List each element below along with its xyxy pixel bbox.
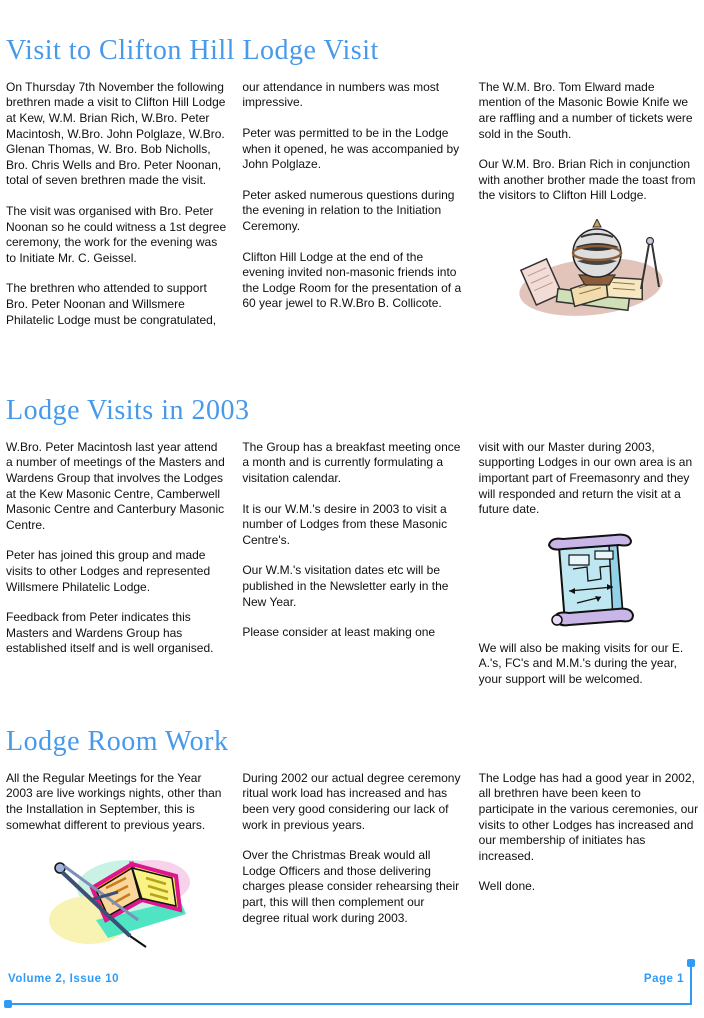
open-book-compass-clipart	[34, 848, 199, 953]
story-column	[6, 80, 226, 343]
paragraph: During 2002 our actual degree ceremony ritual work load has increased and has been very good considering our lack of work in previous years.	[242, 770, 461, 832]
paragraph: Our W.M.'s visitation dates etc will be published in the Newsletter early in the New Year.	[242, 563, 449, 609]
paragraph: Please consider at least making one	[242, 625, 436, 640]
paragraph: The brethren who attended to support Bro. Peter Noonan and Willsmere Philatelic Lodge must be congratulated,	[6, 281, 217, 327]
paragraph: Clifton Hill Lodge at the end of the evening invited non-masonic friends into the Lodge Room for the presentation of a 60 year jewel to R.W.Bro B. Collicote.	[242, 249, 462, 311]
story-columns	[6, 440, 699, 703]
paragraph: visit with our Master during 2003, supporting Lodges in our own area is an important part of Freemasonry and they will responded and return the visit at a future date.	[478, 439, 693, 517]
globe-books-compass-clipart	[509, 219, 669, 319]
story-column	[242, 771, 462, 963]
story-column	[479, 771, 699, 963]
footer-rule-horizontal	[7, 1003, 692, 1005]
paragraph: The W.M. Bro. Tom Elward made mention of the Masonic Bowie Knife we are raffling and a number of tickets were sold in the South.	[478, 79, 693, 141]
paragraph: The Lodge has had a good year in 2002, all brethren have been keen to participate in the various ceremonies, our visits to other Lodges has increased and our membership of initiates has increased.	[478, 770, 699, 863]
story-clifton-hill-visit	[6, 36, 699, 343]
paragraph: W.Bro. Peter Macintosh last year attend a number of meetings of the Masters and Wardens Group that involves the Lodges at the Kew Masonic Centre, Camberwell Masonic Centre and Canterbury Masonic Centre.	[6, 439, 225, 532]
story-column	[479, 80, 699, 343]
paragraph: We will also be making visits for our E. A.'s, FC's and M.M.'s during the year, your support will be welcomed.	[478, 640, 684, 686]
paragraph: our attendance in numbers was most impressive.	[242, 79, 440, 110]
story-columns	[6, 771, 699, 963]
paragraph: The Group has a breakfast meeting once a month and is currently formulating a visitation calendar.	[242, 439, 461, 485]
story-column	[479, 440, 699, 703]
footer-volume-issue: Volume 2, Issue 10	[8, 973, 120, 985]
paragraph: Over the Christmas Break would all Lodge Officers and those delivering charges please consider rehearsing their part, this will then complement our degree ritual work during 2003.	[242, 848, 460, 925]
story-column	[242, 80, 462, 343]
story-lodge-room-work	[6, 727, 699, 963]
paragraph: It is our W.M.'s desire in 2003 to visit a number of Lodges from these Masonic Centre's.	[242, 501, 448, 547]
story-heading-clifton-hill: Visit to Clifton Hill Lodge Visit	[6, 35, 379, 66]
story-column	[6, 440, 226, 703]
paragraph: The visit was organised with Bro. Peter Noonan so he could witness a 1st degree ceremony, the work for the evening was to Initiate Mr. C. Geissel.	[6, 203, 227, 265]
paragraph: Well done.	[478, 879, 536, 894]
paragraph: Peter asked numerous questions during the evening in relation to the Initiation Ceremony.	[242, 187, 455, 233]
paragraph: Peter has joined this group and made visits to other Lodges and represented Willsmere Philatelic Lodge.	[6, 548, 211, 594]
footer-rule-dot-icon	[687, 959, 695, 967]
footer-page-number: Page 1	[643, 973, 684, 985]
story-columns	[6, 80, 699, 343]
footer-rule-dot-icon	[4, 1000, 12, 1008]
footer-rule-vertical	[690, 963, 692, 1005]
paragraph: Peter was permitted to be in the Lodge when it opened, he was accompanied by John Polglaze.	[242, 125, 460, 172]
story-column	[6, 771, 226, 963]
story-column	[242, 440, 462, 703]
story-heading-lodge-visits: Lodge Visits in 2003	[6, 395, 250, 426]
story-lodge-visits-2003	[6, 396, 699, 703]
paragraph: On Thursday 7th November the following brethren made a visit to Clifton Hill Lodge at Kew, W.M. Brian Rich, W.Bro. Peter Macintosh, W.Bro. John Polglaze, W.Bro. Glenan Thomas, W. Bro. Bob Nicholls, Bro. Chris Wells and Bro. Peter Noonan, total of seven brethren made the visit.	[6, 79, 226, 188]
paragraph: All the Regular Meetings for the Year 2003 are live workings nights, other than the Installation in September, this is somewhat different to previous years.	[6, 770, 222, 832]
story-heading-lodge-room-work: Lodge Room Work	[6, 726, 229, 757]
map-scroll-clipart	[543, 533, 635, 631]
paragraph: Feedback from Peter indicates this Masters and Wardens Group has established itself and is well organised.	[6, 610, 214, 656]
paragraph: Our W.M. Bro. Brian Rich in conjunction with another brother made the toast from the visitors to Clifton Hill Lodge.	[478, 157, 696, 203]
